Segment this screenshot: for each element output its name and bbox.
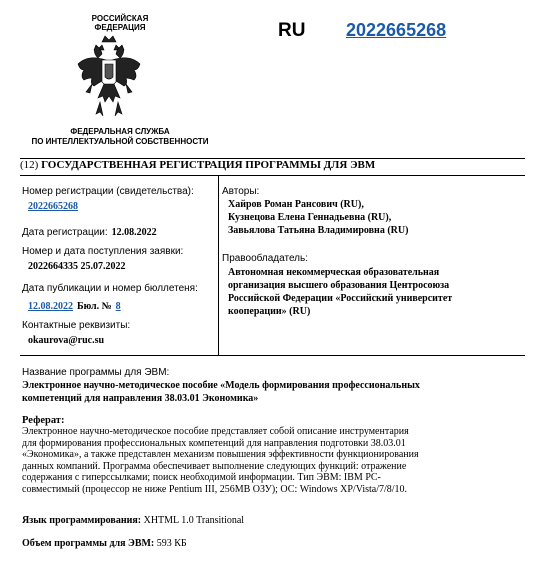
bulletin-label: Бюл. № xyxy=(77,301,112,312)
rights-holder-line: Автономная некоммерческая образовательная xyxy=(228,267,440,278)
author-item: Хайров Роман Рансович (RU), xyxy=(228,199,364,210)
program-name-line: Электронное научно-методическое пособие «Модель формирования профессиональных xyxy=(22,380,420,391)
registration-date-label: Дата регистрации: xyxy=(22,227,108,238)
authors-label: Авторы: xyxy=(222,186,260,197)
program-name-line: компетенций для направления 38.03.01 Экономика» xyxy=(22,393,259,404)
contact-label: Контактные реквизиты: xyxy=(22,320,131,331)
rights-holder xyxy=(228,266,523,318)
agency-name xyxy=(30,127,210,147)
registration-date-value: 12.08.2022 xyxy=(111,227,157,238)
size-value: 593 КБ xyxy=(156,538,187,549)
contact-value: okaurova@ruc.su xyxy=(28,335,105,346)
title-divider xyxy=(20,175,525,176)
document-type-text: ГОСУДАРСТВЕННАЯ РЕГИСТРАЦИЯ ПРОГРАММЫ ДЛЯ ЭВМ xyxy=(41,159,376,171)
abstract-text xyxy=(22,426,520,495)
abstract-line: совместимый (процессор не ниже Pentium III, 256MB ОЗУ); ОС: Windows XP/Vista/7/8/10. xyxy=(22,483,408,495)
bottom-divider xyxy=(20,355,525,356)
rights-holder-label: Правообладатель: xyxy=(222,253,309,264)
application-value: 2022664335 25.07.2022 xyxy=(28,261,126,272)
abstract-label: Реферат: xyxy=(22,415,65,426)
abstract-line: содержания с гиперссылками; поиск необходимой информации. Тип ЭВМ: IBM PC- xyxy=(22,472,381,483)
agency-line-2: ПО ИНТЕЛЛЕКТУАЛЬНОЙ СОБСТВЕННОСТИ xyxy=(31,137,209,146)
authors-list xyxy=(228,198,518,237)
publication-label: Дата публикации и номер бюллетеня: xyxy=(22,283,198,294)
registration-number-label: Номер регистрации (свидетельства): xyxy=(22,186,194,197)
abstract-line: для формирования профессиональных компетенций для направления подготовки 38.03.01 xyxy=(22,437,406,449)
abstract-line: «Экономика», а также представлен механизм повышения эффективности функционирования xyxy=(22,449,419,460)
rights-holder-line: Российской Федерации «Российский университет xyxy=(228,293,453,304)
document-number-link[interactable]: 2022665268 xyxy=(346,20,447,40)
size-label: Объем программы для ЭВМ: xyxy=(22,538,155,549)
application-label: Номер и дата поступления заявки: xyxy=(22,246,184,257)
document-type-title xyxy=(20,159,375,171)
author-item: Кузнецова Елена Геннадьевна (RU), xyxy=(228,212,392,223)
country-name: РОССИЙСКАЯ ФЕДЕРАЦИЯ xyxy=(91,14,149,32)
registration-date-row xyxy=(22,222,157,240)
abstract-line: данных компаний. Программа обеспечивает выполнение следующих функций: отражение xyxy=(22,460,407,472)
language-row xyxy=(22,514,244,527)
author-item: Завьялова Татьяна Владимировна (RU) xyxy=(228,225,409,236)
registration-number-link[interactable]: 2022665268 xyxy=(28,201,78,212)
column-divider xyxy=(218,176,219,355)
russian-double-headed-eagle-icon xyxy=(76,32,142,122)
program-name-label: Название программы для ЭВМ: xyxy=(22,367,170,378)
size-row xyxy=(22,537,187,550)
country-code: RU xyxy=(278,20,306,41)
publication-date-link[interactable]: 12.08.2022 xyxy=(28,301,73,312)
top-divider xyxy=(20,158,525,159)
document-kind-code: (12) xyxy=(20,159,39,171)
rights-holder-line: организация высшего образования Центросоюза xyxy=(228,280,450,291)
language-value: XHTML 1.0 Transitional xyxy=(143,515,245,526)
agency-line-1: ФЕДЕРАЛЬНАЯ СЛУЖБА xyxy=(70,127,170,136)
language-label: Язык программирования: xyxy=(22,515,142,526)
rights-holder-line: кооперации» (RU) xyxy=(228,306,311,317)
publication-row xyxy=(28,296,121,314)
abstract-line: Электронное научно-методическое пособие представляет собой описание инструментария xyxy=(22,426,409,437)
bulletin-number-link[interactable]: 8 xyxy=(115,301,121,312)
program-name xyxy=(22,379,522,405)
